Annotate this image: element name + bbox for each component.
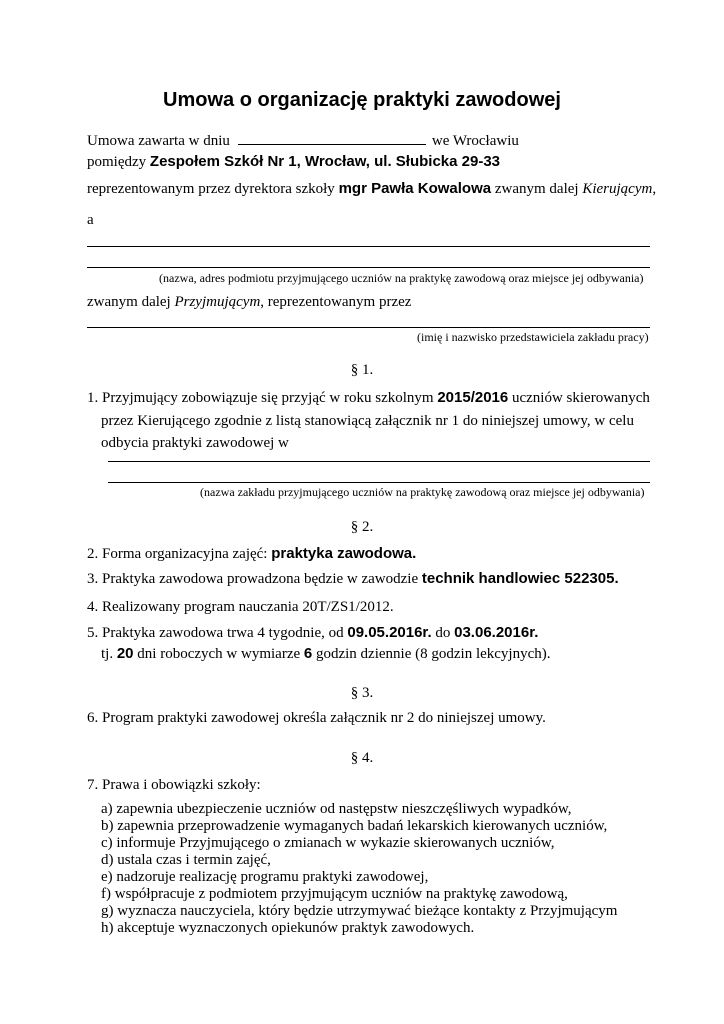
p1-text-b: uczniów skierowanych bbox=[511, 390, 650, 406]
party2-suffix: , reprezentowanym przez bbox=[260, 294, 412, 310]
section-1-heading: § 1. bbox=[350, 362, 374, 378]
paragraph-5-line-2 bbox=[101, 645, 551, 663]
p1-text-a: 1. Przyjmujący zobowiązuje się przyjąć w roku szkolnym bbox=[87, 390, 434, 406]
paragraph-6: 6. Program praktyki zawodowej określa załącznik nr 2 do niniejszej umowy. bbox=[87, 710, 546, 726]
document-title: Umowa o organizację praktyki zawodowej bbox=[163, 89, 561, 111]
p5-text-c: godzin dziennie (8 godzin lekcyjnych). bbox=[315, 646, 551, 662]
intro-line-school bbox=[87, 153, 500, 171]
p2-text: 2. Forma organizacyjna zajęć: bbox=[87, 546, 268, 562]
party2-prefix: zwanym dalej bbox=[87, 294, 171, 310]
list-item: b) zapewnia przeprowadzenie wymaganych badań lekarskich kierowanych uczniów, bbox=[101, 818, 608, 834]
list-item: e) nadzoruje realizację programu praktyki zawodowej, bbox=[101, 869, 429, 885]
caption-representative: (imię i nazwisko przedstawiciela zakładu pracy) bbox=[417, 330, 649, 344]
school-year: 2015/2016 bbox=[437, 389, 509, 406]
end-date: 03.06.2016r. bbox=[454, 624, 539, 641]
blank-line bbox=[108, 461, 650, 462]
intro-date-prefix: Umowa zawarta w dniu bbox=[87, 133, 230, 149]
working-days: 20 bbox=[116, 645, 134, 662]
party2-line bbox=[87, 293, 411, 311]
caption-workplace: (nazwa zakładu przyjmującego uczniów na praktykę zawodową oraz miejsce jej odbywania) bbox=[200, 485, 645, 499]
paragraph-1-line-1 bbox=[87, 389, 650, 407]
list-item: g) wyznacza nauczyciela, który będzie utrzymywać bieżące kontakty z Przyjmującym bbox=[101, 903, 618, 919]
blank-line bbox=[87, 267, 650, 268]
paragraph-4: 4. Realizowany program nauczania 20T/ZS1/2012. bbox=[87, 599, 394, 615]
p3-text: 3. Praktyka zawodowa prowadzona będzie w zawodzie bbox=[87, 571, 419, 587]
intro-represented: reprezentowanym przez dyrektora szkoły bbox=[87, 181, 335, 197]
blank-line bbox=[108, 482, 650, 483]
paragraph-7-heading: 7. Prawa i obowiązki szkoły: bbox=[87, 777, 261, 793]
school-name: Zespołem Szkół Nr 1, Wrocław, ul. Słubicka 29-33 bbox=[149, 153, 501, 170]
list-item: h) akceptuje wyznaczonych opiekunów praktyk zawodowych. bbox=[101, 920, 475, 936]
paragraph-2 bbox=[87, 545, 416, 563]
conjunction-a: a bbox=[87, 212, 94, 228]
section-4-heading: § 4. bbox=[350, 750, 374, 766]
list-item: c) informuje Przyjmującego o zmianach w wykazie skierowanych uczniów, bbox=[101, 835, 555, 851]
blank-line bbox=[87, 246, 650, 247]
start-date: 09.05.2016r. bbox=[347, 624, 432, 641]
kierujacy-term: Kierującym bbox=[582, 181, 653, 197]
profession: technik handlowiec 522305. bbox=[421, 570, 619, 587]
section-3-heading: § 3. bbox=[350, 685, 374, 701]
intro-line-director bbox=[87, 180, 656, 198]
blank-line bbox=[87, 327, 650, 328]
list-item: a) zapewnia ubezpieczenie uczniów od następstw nieszczęśliwych wypadków, bbox=[101, 801, 572, 817]
paragraph-1-line-2: przez Kierującego zgodnie z listą stanowiącą załącznik nr 1 do niniejszej umowy, w celu bbox=[101, 413, 634, 429]
paragraph-5-line-1 bbox=[87, 624, 538, 642]
list-item: d) ustala czas i termin zajęć, bbox=[101, 852, 271, 868]
intro-line-date bbox=[87, 130, 519, 150]
daily-hours: 6 bbox=[303, 645, 313, 662]
paragraph-3 bbox=[87, 570, 619, 588]
intro-between: pomiędzy bbox=[87, 154, 147, 170]
list-item: f) współpracuje z podmiotem przyjmującym uczniów na praktykę zawodową, bbox=[101, 886, 568, 902]
caption-receiving-entity: (nazwa, adres podmiotu przyjmującego uczniów na praktykę zawodową oraz miejsce jej odbywania) bbox=[159, 271, 644, 285]
paragraph-1-line-3: odbycia praktyki zawodowej w bbox=[101, 435, 289, 451]
p5-do: do bbox=[435, 625, 451, 641]
intro-comma: , bbox=[652, 181, 657, 197]
p5-text-b: dni roboczych w wymiarze bbox=[137, 646, 301, 662]
intro-date-suffix: we Wrocławiu bbox=[431, 133, 519, 149]
przyjmujacy-term: Przyjmującym bbox=[174, 294, 261, 310]
date-blank-line bbox=[238, 130, 426, 145]
p5-text-a: 5. Praktyka zawodowa trwa 4 tygodnie, od bbox=[87, 625, 344, 641]
intro-called: zwanym dalej bbox=[494, 181, 579, 197]
section-2-heading: § 2. bbox=[350, 519, 374, 535]
p5-tj: tj. bbox=[101, 646, 114, 662]
director-name: mgr Pawła Kowalowa bbox=[338, 180, 492, 197]
practice-form: praktyka zawodowa. bbox=[271, 545, 417, 562]
